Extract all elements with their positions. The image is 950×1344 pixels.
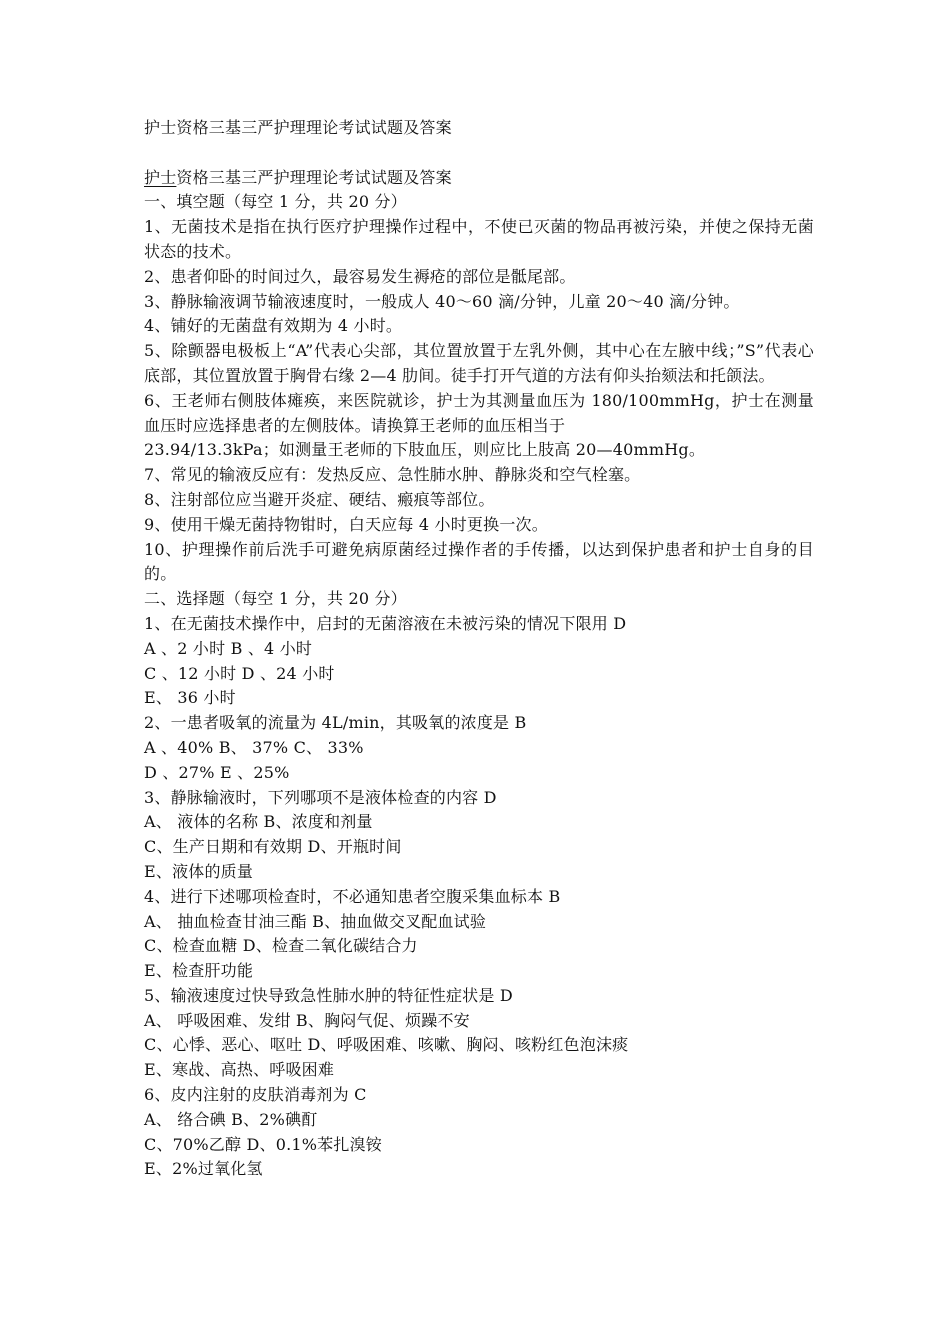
section-heading-fill-blank: 一、填空题（每空 1 分，共 20 分） (144, 192, 407, 212)
subtitle-underlined-part: 护士 (144, 167, 177, 187)
document-body (144, 116, 814, 1182)
subtitle-rest: 资格三基三严护理理论考试试题及答案 (176, 167, 452, 187)
choice-question-6: 6、皮内注射的皮肤消毒剂为 C (144, 1085, 367, 1105)
choice-options-line: E、 36 小时 (144, 688, 236, 708)
choice-options-line: C、生产日期和有效期 D、开瓶时间 (144, 837, 402, 857)
fill-blank-item-10: 10、护理操作前后洗手可避免病原菌经过操作者的手传播，以达到保护患者和护士自身的目的。 (144, 539, 814, 584)
choice-options-line: E、寒战、高热、呼吸困难 (144, 1060, 335, 1080)
choice-options-line: A、 络合碘 B、2%碘酊 (144, 1109, 318, 1129)
document-subtitle (144, 166, 814, 191)
fill-blank-item-2: 2、患者仰卧的时间过久，最容易发生褥疮的部位是骶尾部。 (144, 266, 576, 286)
choice-options-line: E、2%过氧化氢 (144, 1159, 263, 1179)
choice-question-2: 2、一患者吸氧的流量为 4L/min，其吸氧的浓度是 B (144, 713, 527, 733)
choice-options-line: E、检查肝功能 (144, 961, 254, 981)
choice-options-line: A、 呼吸困难、发绀 B、胸闷气促、烦躁不安 (144, 1010, 470, 1030)
choice-options-line: E、液体的质量 (144, 861, 254, 881)
blank-line (144, 141, 814, 166)
choice-options-line: A 、40% B、 37% C、 33% (144, 737, 364, 757)
choice-question-1: 1、在无菌技术操作中，启封的无菌溶液在未被污染的情况下限用 D (144, 613, 627, 633)
choice-options-line: C、70%乙醇 D、0.1%苯扎溴铵 (144, 1134, 382, 1154)
document-title: 护士资格三基三严护理理论考试试题及答案 (144, 118, 452, 137)
fill-blank-item-6-continued: 23.94/13.3kPa；如测量王老师的下肢血压，则应比上肢高 20—40mmHg。 (144, 440, 706, 460)
choice-options-line: A、 液体的名称 B、浓度和剂量 (144, 812, 373, 832)
choice-question-4: 4、进行下述哪项检查时，不必通知患者空腹采集血标本 B (144, 886, 561, 906)
fill-blank-item-1: 1、无菌技术是指在执行医疗护理操作过程中，不使已灭菌的物品再被污染，并使之保持无菌状态的技术。 (144, 217, 814, 261)
choice-options-line: A、 抽血检查甘油三酯 B、抽血做交叉配血试验 (144, 911, 487, 931)
section-heading-multiple-choice: 二、选择题（每空 1 分，共 20 分） (144, 589, 407, 609)
fill-blank-item-7: 7、常见的输液反应有：发热反应、急性肺水肿、静脉炎和空气栓塞。 (144, 465, 641, 485)
fill-blank-item-8: 8、注射部位应当避开炎症、硬结、瘢痕等部位。 (144, 489, 495, 509)
choice-options-line: D 、27% E 、25% (144, 762, 290, 782)
choice-options-line: C、心悸、恶心、呕吐 D、呼吸困难、咳嗽、胸闷、咳粉红色泡沫痰 (144, 1035, 629, 1055)
fill-blank-item-3: 3、静脉输液调节输液速度时，一般成人 40～60 滴/分钟，儿童 20～40 滴/分钟。 (144, 291, 740, 311)
choice-options-line: C、检查血糖 D、检查二氧化碳结合力 (144, 936, 418, 956)
choice-options-line: A 、2 小时 B 、4 小时 (144, 638, 313, 658)
choice-question-3: 3、静脉输液时，下列哪项不是液体检查的内容 D (144, 787, 497, 807)
fill-blank-item-4: 4、铺好的无菌盘有效期为 4 小时。 (144, 316, 403, 336)
fill-blank-item-6: 6、王老师右侧肢体瘫痪，来医院就诊，护士为其测量血压为 180/100mmHg，护士在测量血压时应选择患者的左侧肢体。请换算王老师的血压相当于 (144, 390, 814, 435)
fill-blank-item-9: 9、使用干燥无菌持物钳时，白天应每 4 小时更换一次。 (144, 514, 548, 534)
choice-question-5: 5、输液速度过快导致急性肺水肿的特征性症状是 D (144, 985, 513, 1005)
fill-blank-item-5: 5、除颤器电极板上“A”代表心尖部，其位置放置于左乳外侧，其中心在左腋中线；”S”代表心底部，其位置放置于胸骨右缘 2—4 肋间。徒手打开气道的方法有仰头抬颏法和托颌法。 (144, 341, 814, 385)
choice-options-line: C 、12 小时 D 、24 小时 (144, 663, 335, 683)
